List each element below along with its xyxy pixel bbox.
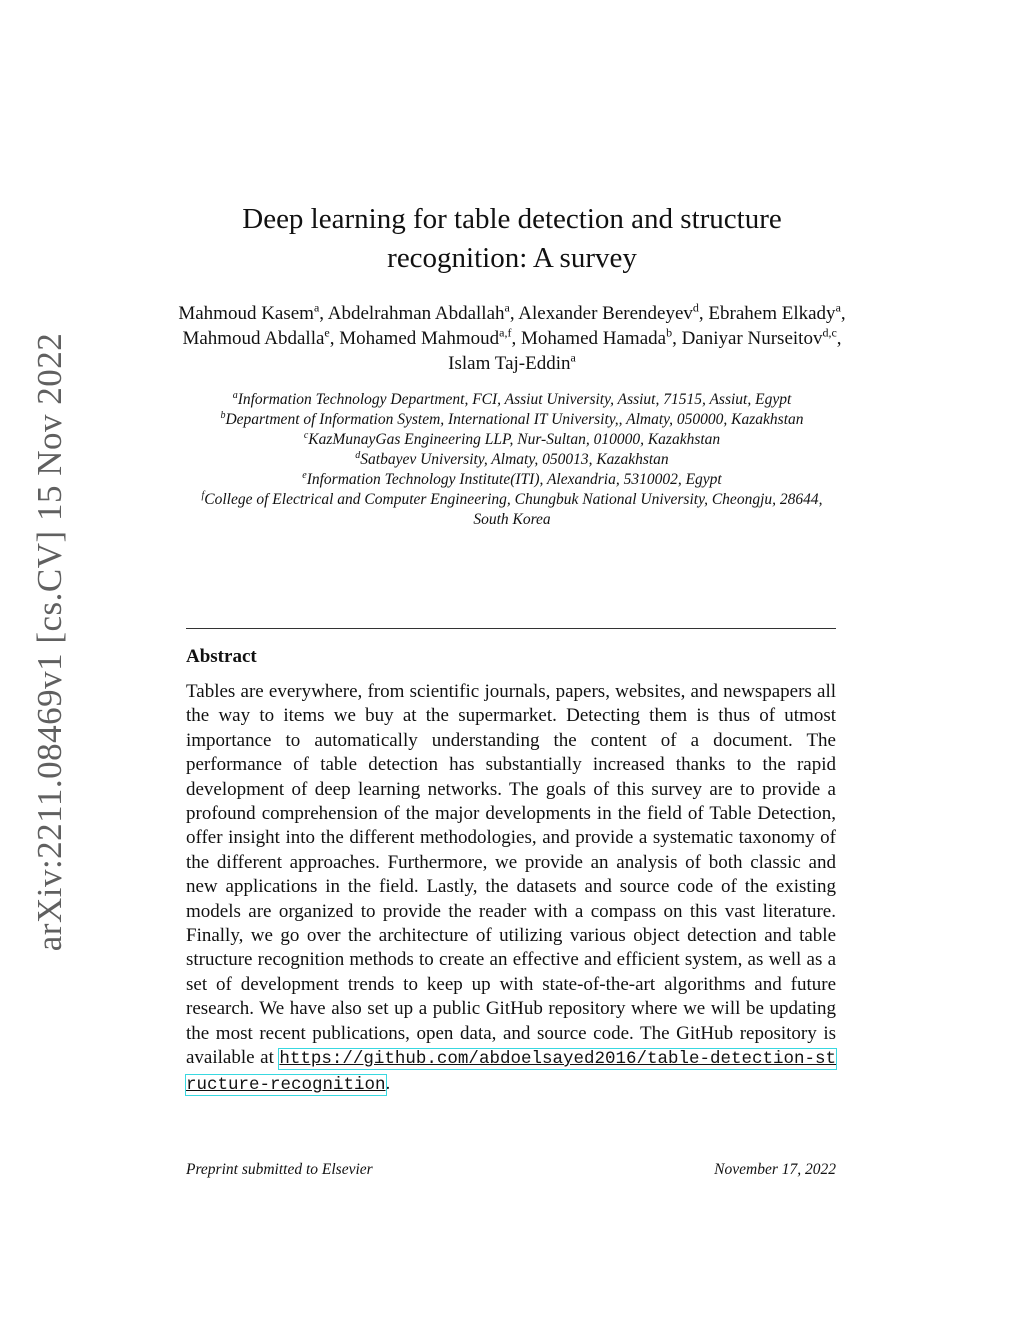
author-affiliation-mark: d,c — [822, 325, 837, 340]
affiliation-item — [200, 390, 824, 410]
author-entry — [327, 300, 519, 324]
affiliation-mark: b — [220, 409, 226, 421]
author-separator: , — [319, 303, 328, 324]
author-separator: , — [329, 328, 340, 349]
affiliation-mark: d — [355, 449, 361, 461]
affiliation-text: Information Technology Institute(ITI), Alexandria, 5310002, Egypt — [306, 471, 722, 488]
affiliation-item — [200, 430, 824, 450]
author-entry — [708, 300, 846, 324]
author-affiliation-mark: d — [692, 300, 699, 315]
author-name: Mohamed Hamada — [520, 328, 667, 349]
abstract-heading: Abstract — [186, 646, 257, 667]
author-separator: , — [509, 303, 519, 324]
affiliation-text: Department of Information System, International IT University,, Almaty, 050000, Kazakhstan — [225, 411, 804, 428]
affiliation-text: Information Technology Department, FCI, Assiut University, Assiut, 71515, Assiut, Egypt — [237, 391, 792, 408]
author-separator: , — [840, 303, 846, 324]
preprint-date: November 17, 2022 — [714, 1161, 836, 1178]
author-list — [160, 301, 864, 376]
author-name: Mahmoud Kasem — [178, 303, 314, 324]
author-entry — [518, 300, 704, 324]
author-affiliation-mark: a — [835, 300, 841, 315]
paper-title — [160, 200, 864, 278]
affiliation-text: KazMunayGas Engineering LLP, Nur-Sultan, 010000, Kazakhstan — [308, 431, 721, 448]
author-entry — [448, 350, 576, 374]
affiliation-item — [200, 450, 824, 470]
author-separator: , — [511, 328, 521, 349]
author-name: Mohamed Mahmoud — [339, 328, 500, 349]
abstract-text: Tables are everywhere, from scientific journals, papers, websites, and newspapers all the way to items we buy at the supermarket. Detecting them is thus of utmost importance to automatically understanding the content of a document. The performance of table detection has substantially increased thanks to the rapid development of deep learning networks. The goals of this survey are to provide a profound comprehension of the major developments in the field of Table Detection, offer insight into the different methodologies, and provide a systematic taxonomy of the different approaches. Furthermore, we provide an analysis of both classic and new applications in the field. Lastly, the datasets and source code of the existing models are organized to provide the reader with a compass on this vast literature. Finally, we go over the architecture of utilizing various object detection and table structure recognition methods to create an effective and efficient system, as well as a set of development trends to keep up with state-of-the-art algorithms and future research. We have also set up a public GitHub repository where we will be updating the most recent publications, open data, and source code. The GitHub repository is available at — [186, 681, 836, 1069]
author-affiliation-mark: a — [504, 300, 510, 315]
author-name: Mahmoud Abdalla — [182, 328, 325, 349]
affiliation-mark: f — [201, 489, 205, 501]
author-separator: , — [698, 303, 704, 324]
affiliation-list — [200, 390, 824, 530]
abstract-tail: . — [385, 1072, 391, 1094]
affiliation-mark: c — [303, 429, 309, 441]
affiliation-item — [200, 470, 824, 490]
author-affiliation-mark: b — [666, 325, 673, 340]
abstract-body — [186, 680, 836, 1097]
affiliation-item — [200, 410, 824, 430]
author-affiliation-mark: a,f — [499, 325, 512, 340]
arxiv-identifier-stamp: arXiv:2211.08469v1 [cs.CV] 15 Nov 2022 — [30, 332, 69, 952]
author-affiliation-mark: a — [570, 350, 576, 365]
affiliation-text: College of Electrical and Computer Engineering, Chungbuk National University, Cheongju, 28644, South Korea — [204, 491, 823, 528]
author-name: Islam Taj-Eddin — [448, 353, 571, 374]
author-name: Abdelrahman Abdallah — [327, 303, 505, 324]
author-name: Daniyar Nurseitov — [681, 328, 823, 349]
author-separator: , — [836, 328, 842, 349]
author-entry — [681, 325, 842, 349]
abstract-divider — [186, 628, 836, 629]
author-entry — [520, 325, 682, 349]
preprint-note: Preprint submitted to Elsevier — [186, 1161, 373, 1178]
author-name: Ebrahem Elkady — [708, 303, 836, 324]
author-name: Alexander Berendeyev — [518, 303, 693, 324]
github-repository-link[interactable]: https://github.com/abdoelsayed2016/table-detection-structure-recognition — [186, 1049, 836, 1095]
author-affiliation-mark: e — [324, 325, 330, 340]
author-separator: , — [672, 328, 682, 349]
title-line-2: recognition: A survey — [387, 242, 637, 274]
author-entry — [182, 325, 340, 349]
author-entry — [339, 325, 521, 349]
affiliation-mark: a — [232, 389, 238, 401]
author-entry — [178, 300, 328, 324]
affiliation-mark: e — [302, 469, 307, 481]
affiliation-text: Satbayev University, Almaty, 050013, Kazakhstan — [360, 451, 669, 468]
title-line-1: Deep learning for table detection and structure — [242, 203, 782, 235]
affiliation-item — [200, 490, 824, 530]
author-affiliation-mark: a — [313, 300, 320, 315]
